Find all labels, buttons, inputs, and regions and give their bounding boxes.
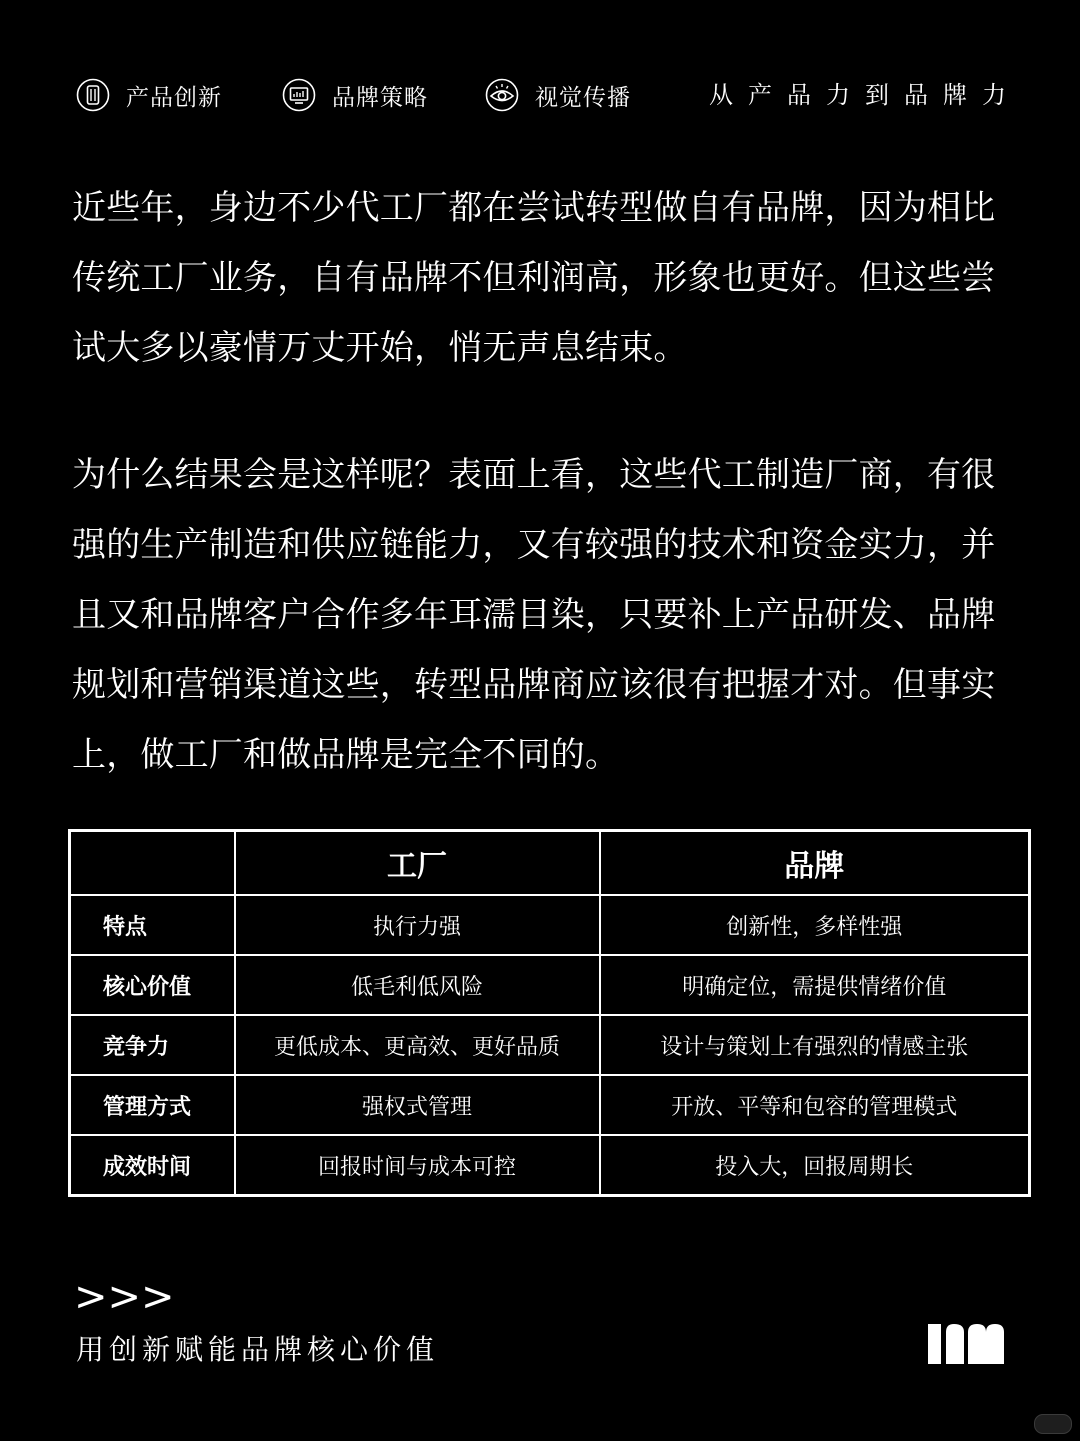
- brand-cell: 创新性，多样性强: [600, 895, 1030, 955]
- header-tagline: 从产品力到品牌力: [709, 81, 1021, 109]
- paragraph-intro: 近些年，身边不少代工厂都在尝试转型做自有品牌，因为相比传统工厂业务，自有品牌不但利润高，形象也更好。但这些尝试大多以豪情万丈开始，悄无声息结束。: [72, 188, 996, 368]
- table-row: [70, 955, 1030, 1015]
- header: [76, 72, 1021, 118]
- arrows-decoration: >>>: [74, 1274, 175, 1320]
- table-header-row: [70, 831, 1030, 896]
- table-header-factory: 工厂: [235, 831, 600, 896]
- brand-cell: 开放、平等和包容的管理模式: [600, 1075, 1030, 1135]
- factory-cell: 更低成本、更高效、更好品质: [235, 1015, 600, 1075]
- brand-cell: 明确定位，需提供情绪价值: [600, 955, 1030, 1015]
- factory-cell: 执行力强: [235, 895, 600, 955]
- row-label: 成效时间: [70, 1135, 235, 1196]
- factory-cell: 强权式管理: [235, 1075, 600, 1135]
- table-header-brand: 品牌: [600, 831, 1030, 896]
- row-label: 管理方式: [70, 1075, 235, 1135]
- watermark-badge: [1034, 1414, 1072, 1434]
- phone-circle-icon: [76, 78, 110, 112]
- nav-item-visual-communication[interactable]: [485, 72, 631, 118]
- nav-label: 产品创新: [126, 84, 222, 111]
- paragraph-analysis: 为什么结果会是这样呢？表面上看，这些代工制造厂商，有很强的生产制造和供应链能力，又有较强的技术和资金实力，并且又和品牌客户合作多年耳濡目染，只要补上产品研发、品牌规划和营销渠道这些，转型品牌商应该很有把握才对。但事实上，做工厂和做品牌是完全不同的。: [72, 455, 996, 775]
- brand-cell: 设计与策划上有强烈的情感主张: [600, 1015, 1030, 1075]
- brand-logo-icon: [928, 1322, 1004, 1364]
- table-row: [70, 1075, 1030, 1135]
- footer-slogan: 用创新赋能品牌核心价值: [76, 1333, 440, 1366]
- table-row: [70, 895, 1030, 955]
- nav-item-product-innovation[interactable]: [76, 72, 222, 118]
- row-label: 核心价值: [70, 955, 235, 1015]
- table-header-empty: [70, 831, 235, 896]
- eye-circle-icon: [485, 78, 519, 112]
- nav-label: 视觉传播: [535, 84, 631, 111]
- monitor-circle-icon: [282, 78, 316, 112]
- nav-label: 品牌策略: [332, 84, 428, 111]
- nav-item-brand-strategy[interactable]: [282, 72, 428, 118]
- comparison-table: [68, 829, 1031, 1197]
- table-row: [70, 1135, 1030, 1196]
- table-row: [70, 1015, 1030, 1075]
- factory-cell: 低毛利低风险: [235, 955, 600, 1015]
- row-label: 竞争力: [70, 1015, 235, 1075]
- brand-cell: 投入大，回报周期长: [600, 1135, 1030, 1196]
- row-label: 特点: [70, 895, 235, 955]
- factory-cell: 回报时间与成本可控: [235, 1135, 600, 1196]
